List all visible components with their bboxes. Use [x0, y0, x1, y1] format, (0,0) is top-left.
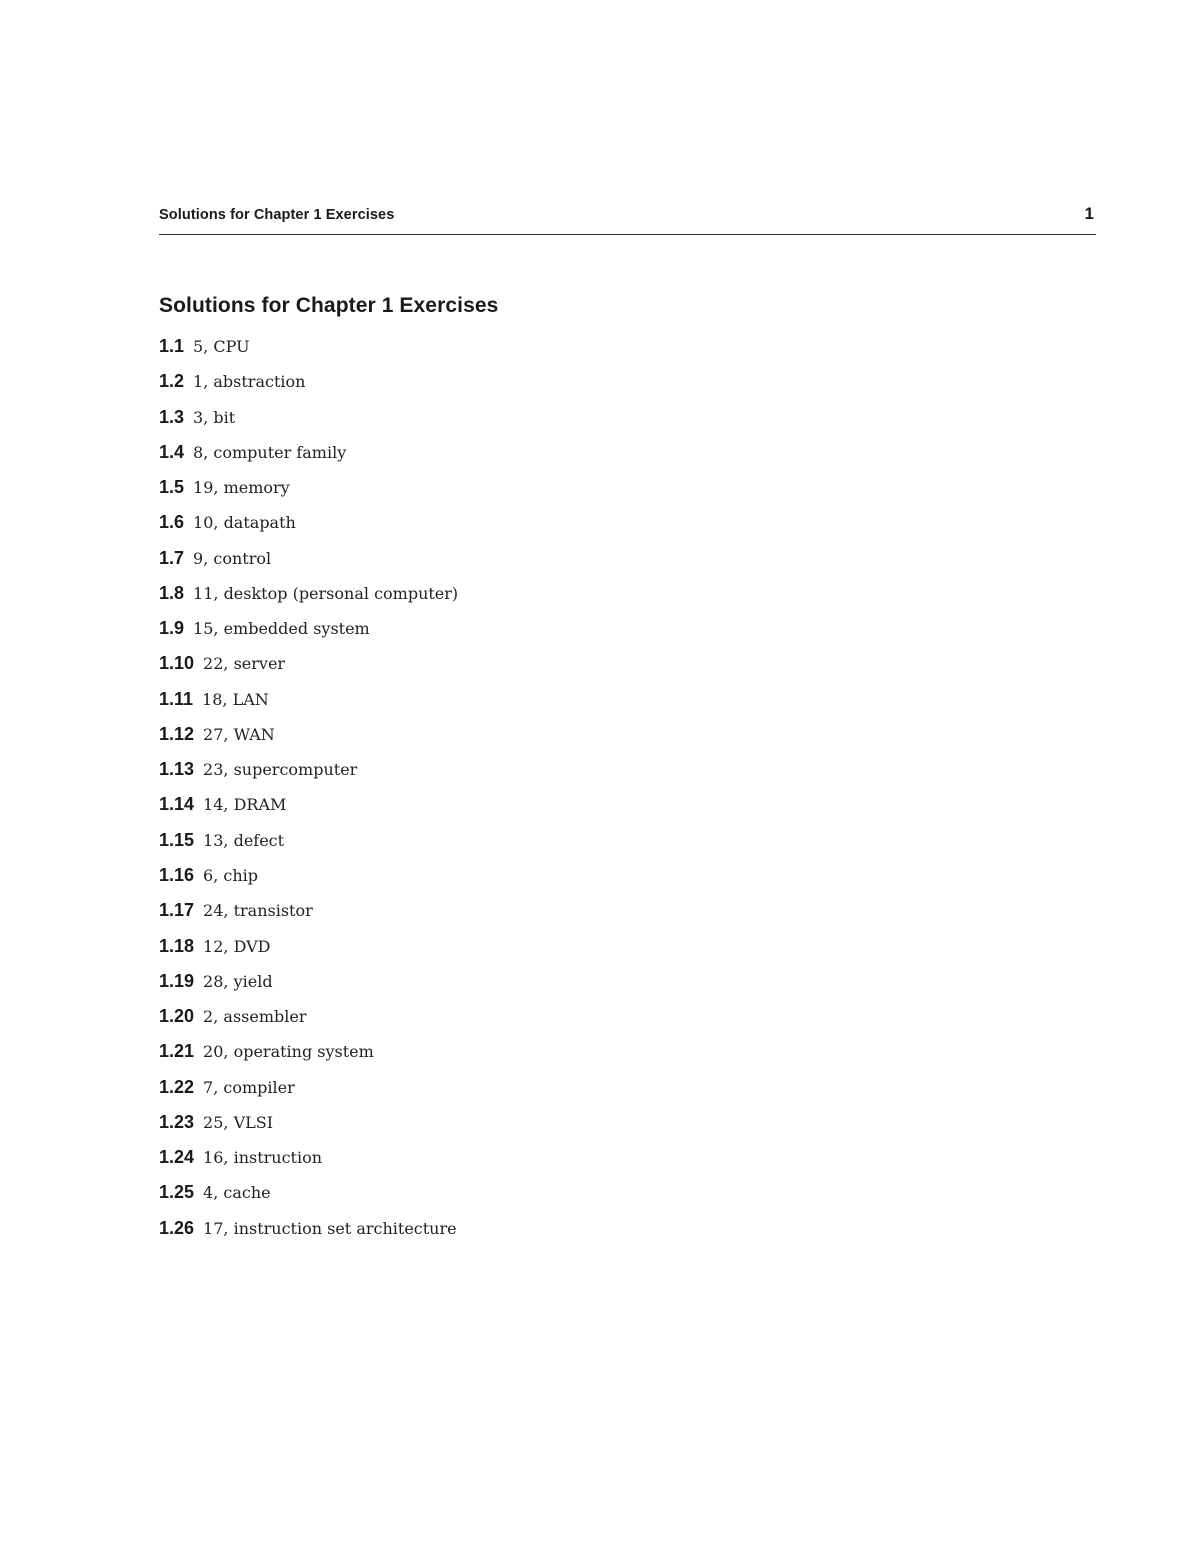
list-item — [159, 474, 458, 509]
answer-text: 14, DRAM — [203, 795, 287, 815]
exercise-number: 1.6 — [159, 512, 185, 533]
exercise-number: 1.17 — [159, 900, 195, 921]
exercise-number: 1.16 — [159, 864, 195, 885]
answer-text: 5, CPU — [193, 337, 250, 356]
exercise-number: 1.23 — [159, 1111, 195, 1132]
answer-text: 1, abstraction — [193, 372, 306, 392]
answer-text: 12, DVD — [203, 936, 271, 956]
list-item — [159, 933, 458, 968]
exercise-number: 1.7 — [159, 547, 185, 568]
answer-text: 6, chip — [203, 865, 259, 885]
answer-text: 9, control — [193, 548, 272, 568]
answer-text: 22, server — [203, 654, 286, 674]
exercise-number: 1.5 — [159, 477, 185, 498]
list-item — [159, 1038, 458, 1073]
section-title: Solutions for Chapter 1 Exercises — [159, 294, 499, 317]
exercise-number: 1.15 — [159, 829, 195, 850]
list-item — [159, 862, 458, 897]
answer-text: 27, WAN — [203, 724, 275, 744]
answer-text: 13, defect — [203, 830, 285, 850]
list-item — [159, 791, 458, 826]
list-item — [159, 1144, 458, 1179]
list-item — [159, 545, 458, 580]
answer-text: 15, embedded system — [193, 619, 370, 639]
list-item — [159, 1074, 458, 1109]
list-item — [159, 827, 458, 862]
answer-text: 4, cache — [203, 1183, 271, 1203]
answer-text: 20, operating system — [203, 1042, 374, 1062]
list-item — [159, 1179, 458, 1214]
list-item — [159, 580, 458, 615]
answer-text: 11, desktop (personal computer) — [193, 583, 459, 603]
list-item — [159, 509, 458, 544]
exercise-number: 1.14 — [159, 794, 195, 815]
exercise-number: 1.20 — [159, 1006, 195, 1027]
exercise-number: 1.25 — [159, 1182, 195, 1203]
answer-text: 28, yield — [203, 971, 273, 991]
running-header-title: Solutions for Chapter 1 Exercises — [159, 207, 395, 223]
exercise-number: 1.9 — [159, 618, 185, 639]
exercise-number: 1.19 — [159, 970, 195, 991]
answer-text: 7, compiler — [203, 1077, 295, 1097]
exercise-number: 1.18 — [159, 935, 195, 956]
exercise-number: 1.11 — [159, 688, 194, 709]
answer-text: 16, instruction — [203, 1148, 323, 1168]
exercise-number: 1.4 — [159, 441, 185, 462]
exercise-number: 1.22 — [159, 1076, 195, 1097]
list-item — [159, 1215, 458, 1250]
page-number: 1 — [1084, 204, 1094, 223]
answer-text: 18, LAN — [202, 689, 269, 709]
exercise-number: 1.21 — [159, 1041, 195, 1062]
answer-text: 17, instruction set architecture — [203, 1218, 457, 1238]
running-header — [159, 204, 1096, 226]
list-item — [159, 439, 458, 474]
list-item — [159, 756, 458, 791]
list-item — [159, 615, 458, 650]
header-divider — [159, 234, 1096, 235]
answer-text: 8, computer family — [193, 442, 347, 462]
list-item — [159, 404, 458, 439]
list-item — [159, 1109, 458, 1144]
list-item — [159, 333, 458, 368]
exercise-number: 1.10 — [159, 653, 195, 674]
answer-text: 25, VLSI — [203, 1112, 274, 1132]
answer-text: 19, memory — [193, 478, 290, 498]
list-item — [159, 1003, 458, 1038]
exercise-number: 1.1 — [159, 336, 185, 356]
exercise-number: 1.13 — [159, 759, 195, 780]
answer-list — [159, 333, 458, 1250]
list-item — [159, 686, 458, 721]
answer-text: 2, assembler — [203, 1007, 307, 1027]
exercise-number: 1.2 — [159, 371, 185, 392]
exercise-number: 1.3 — [159, 406, 185, 427]
answer-text: 3, bit — [193, 407, 236, 427]
answer-text: 10, datapath — [193, 513, 296, 533]
exercise-number: 1.24 — [159, 1147, 195, 1168]
answer-text: 23, supercomputer — [203, 760, 358, 780]
list-item — [159, 650, 458, 685]
list-item — [159, 897, 458, 932]
exercise-number: 1.8 — [159, 582, 185, 603]
list-item — [159, 968, 458, 1003]
list-item — [159, 721, 458, 756]
exercise-number: 1.12 — [159, 723, 195, 744]
list-item — [159, 368, 458, 403]
exercise-number: 1.26 — [159, 1217, 195, 1238]
answer-text: 24, transistor — [203, 901, 313, 921]
